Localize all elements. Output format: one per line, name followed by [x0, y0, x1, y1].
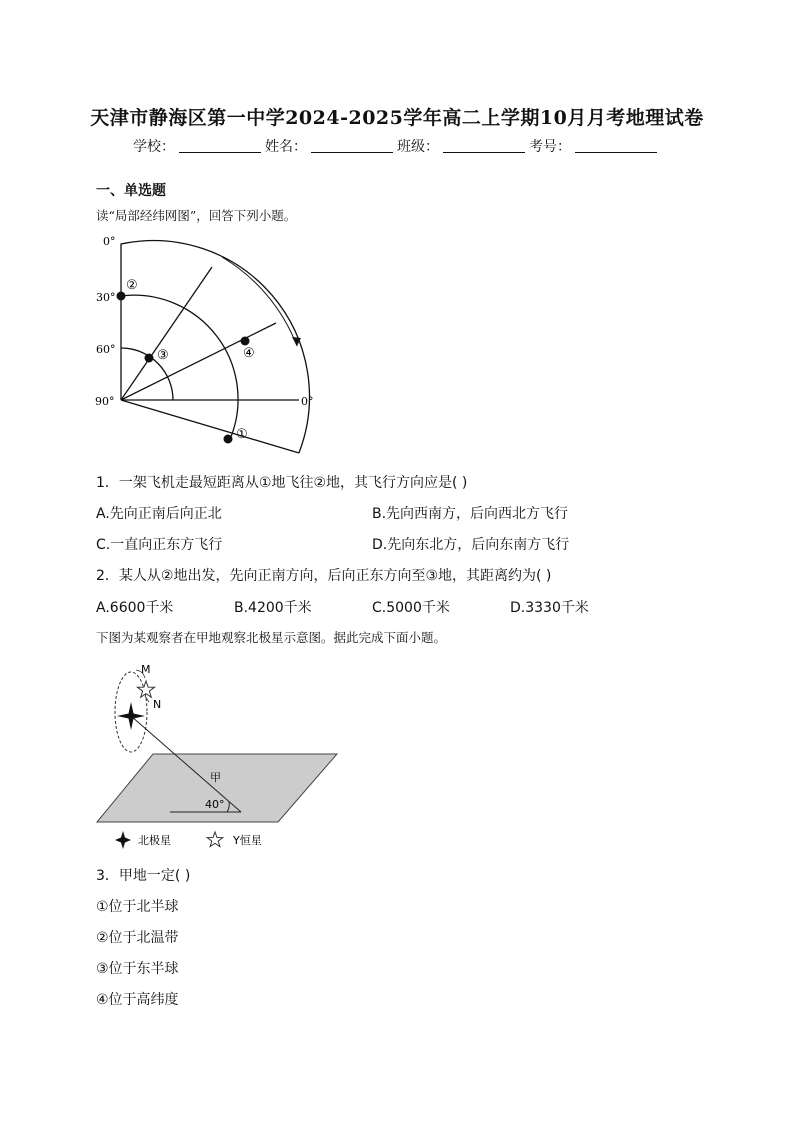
school-blank[interactable]	[179, 152, 261, 153]
point-label-3: ③	[157, 348, 169, 363]
lat-label-30: 30°	[96, 291, 116, 304]
q3-item-4: ④位于高纬度	[96, 992, 179, 1008]
q2-option-d[interactable]: D.3330千米	[510, 600, 589, 616]
lat-label-0: 0°	[103, 235, 116, 248]
q2-option-c[interactable]: C.5000千米	[372, 600, 450, 616]
section-heading: 一、单选题	[96, 183, 166, 199]
page-title: 天津市静海区第一中学2024-2025学年高二上学期10月月考地理试卷	[90, 107, 704, 129]
student-info-line	[0, 136, 794, 156]
meridian-mid	[121, 323, 276, 400]
lat-label-60: 60°	[96, 343, 116, 356]
point-3	[145, 354, 154, 363]
point-label-2: ②	[126, 278, 138, 293]
star-y-icon	[137, 681, 154, 697]
legend-polaris-label: 北极星	[138, 834, 171, 847]
id-label: 考号：	[529, 139, 571, 155]
meridian-lower	[121, 400, 299, 453]
lon-label-0: 0°	[301, 395, 314, 408]
legend-polaris-icon	[115, 831, 131, 849]
polaris-icon	[117, 702, 145, 730]
label-jia: 甲	[210, 771, 221, 784]
q3-item-1: ①位于北半球	[96, 899, 179, 915]
q3-item-3: ③位于东半球	[96, 961, 179, 977]
question-2: 2．某人从②地出发，先向正南方向，后向正东方向至③地，其距离约为( )	[96, 568, 552, 584]
rotation-arrow	[222, 257, 297, 346]
q1-option-c[interactable]: C.一直向正东方飞行	[96, 537, 223, 553]
q1-option-b[interactable]: B.先向西南方，后向西北方飞行	[372, 506, 569, 522]
outer-boundary	[121, 241, 309, 453]
class-label: 班级：	[397, 139, 439, 155]
intro-text-1: 读“局部经纬网图”，回答下列小题。	[96, 208, 297, 223]
point-4	[241, 337, 250, 346]
point-label-4: ④	[243, 346, 255, 361]
motion-arrow-2	[145, 696, 149, 702]
point-1	[224, 435, 233, 444]
name-blank[interactable]	[311, 152, 393, 153]
legend-star-label: Y恒星	[233, 834, 262, 847]
school-label: 学校：	[133, 139, 175, 155]
parallel-30	[121, 295, 238, 440]
question-3: 3．甲地一定( )	[96, 868, 191, 884]
point-2	[117, 292, 126, 301]
id-blank[interactable]	[575, 152, 657, 153]
intro-text-2: 下图为某观察者在甲地观察北极星示意图。据此完成下面小题。	[96, 630, 447, 645]
legend-star-icon	[207, 832, 223, 847]
q1-option-d[interactable]: D.先向东北方，后向东南方飞行	[372, 537, 570, 553]
q2-option-a[interactable]: A.6600千米	[96, 600, 174, 616]
label-n: N	[153, 698, 162, 711]
polaris-observation-figure	[92, 656, 342, 856]
q3-item-2: ②位于北温带	[96, 930, 179, 946]
lat-lon-grid-figure	[90, 228, 330, 460]
label-m: M	[141, 663, 151, 676]
q1-option-a[interactable]: A.先向正南后向正北	[96, 506, 222, 522]
lat-label-90: 90°	[95, 395, 115, 408]
class-blank[interactable]	[443, 152, 525, 153]
question-1: 1．一架飞机走最短距离从①地飞往②地，其飞行方向应是( )	[96, 475, 468, 491]
point-label-1: ①	[236, 427, 248, 442]
name-label: 姓名：	[265, 139, 307, 155]
q2-option-b[interactable]: B.4200千米	[234, 600, 312, 616]
angle-label: 40°	[205, 798, 225, 811]
